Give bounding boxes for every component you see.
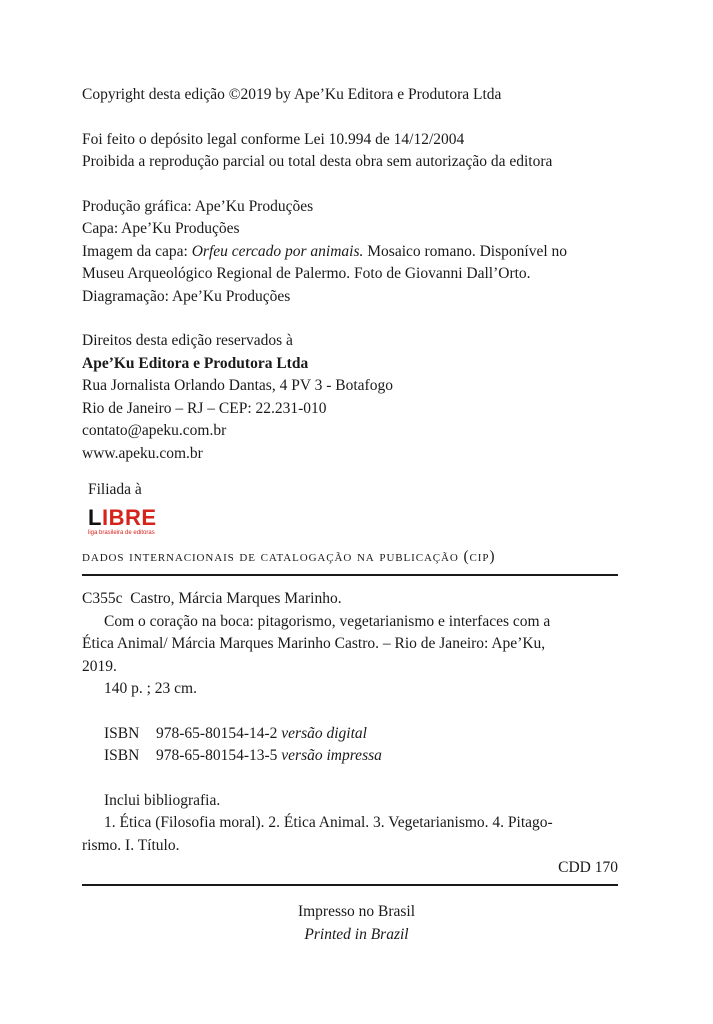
cip-subjects-line-2: rismo. I. Título. xyxy=(82,836,180,854)
cip-subjects-line-1: 1. Ética (Filosofia moral). 2. Ética Animal. 3. Vegetarianismo. 4. Pitago- xyxy=(104,814,553,831)
cip-description-line-1: Com o coração na boca: pitagorismo, vegetarianismo e interfaces com a xyxy=(104,612,551,630)
cip-bottom-divider xyxy=(82,884,618,886)
cip-description-line-3: 2019. xyxy=(82,657,117,675)
credit-cover-image-source: Museu Arqueológico Regional de Palermo. Foto de Giovanni Dall’Orto. xyxy=(82,265,531,282)
publisher-email[interactable]: contato@apeku.com.br xyxy=(82,422,227,439)
cip-isbn-print: ISBN 978-65-80154-13-5 versão impressa xyxy=(104,747,382,764)
cip-isbn-digital: ISBN 978-65-80154-14-2 versão digital xyxy=(104,724,367,742)
cip-top-divider xyxy=(82,574,618,576)
credit-cover-image-title: Orfeu cercado por animais. xyxy=(191,242,364,260)
cip-bibliography-note: Inclui bibliografia. xyxy=(104,791,221,809)
libre-logo xyxy=(88,506,188,540)
cip-pages: 140 p. ; 23 cm. xyxy=(104,680,197,697)
printed-in-brazil-pt: Impresso no Brasil xyxy=(297,903,416,920)
cip-heading: dados internacionais de catalogação na publicação (cip) xyxy=(82,547,496,565)
affiliation-label: Filiada à xyxy=(88,481,142,498)
publisher-address-city: Rio de Janeiro – RJ – CEP: 22.231-010 xyxy=(82,399,327,417)
colophon-page xyxy=(82,84,618,886)
cip-cdd: CDD 170 xyxy=(558,859,618,876)
legal-deposit-line: Foi feito o depósito legal conforme Lei 10.994 de 14/12/2004 xyxy=(82,130,465,148)
publisher-name: Ape’Ku Editora e Produtora Ltda xyxy=(82,354,309,372)
cip-description-line-2: Ética Animal/ Márcia Marques Marinho Castro. – Rio de Janeiro: Ape’Ku, xyxy=(82,635,546,652)
credit-graphic-production: Produção gráfica: Ape’Ku Produções xyxy=(82,197,314,215)
credit-cover-image xyxy=(82,241,618,264)
publisher-address-street: Rua Jornalista Orlando Dantas, 4 PV 3 - Botafogo xyxy=(82,377,393,394)
print-notice xyxy=(0,900,713,946)
libre-logo-wordmark: LIBRE xyxy=(88,504,157,530)
credit-layout: Diagramação: Ape’Ku Produções xyxy=(82,287,291,305)
cip-record xyxy=(82,588,618,880)
credit-cover-image-label: Imagem da capa: xyxy=(82,242,192,260)
rights-intro: Direitos desta edição reservados à xyxy=(82,332,293,349)
publisher-website[interactable]: www.apeku.com.br xyxy=(82,444,203,462)
credit-cover-image-rest: Mosaico romano. Disponível no xyxy=(363,242,568,260)
reproduction-notice-line: Proibida a reprodução parcial ou total desta obra sem autorização da editora xyxy=(82,153,553,170)
cip-call-number-author: C355c Castro, Márcia Marques Marinho. xyxy=(82,590,342,607)
copyright-line: Copyright desta edição ©2019 by Ape’Ku Editora e Produtora Ltda xyxy=(82,86,502,103)
libre-logo-tagline: liga brasileira de editoras xyxy=(88,529,155,536)
printed-in-brazil-en: Printed in Brazil xyxy=(304,926,409,943)
credit-cover: Capa: Ape’Ku Produções xyxy=(82,220,240,237)
